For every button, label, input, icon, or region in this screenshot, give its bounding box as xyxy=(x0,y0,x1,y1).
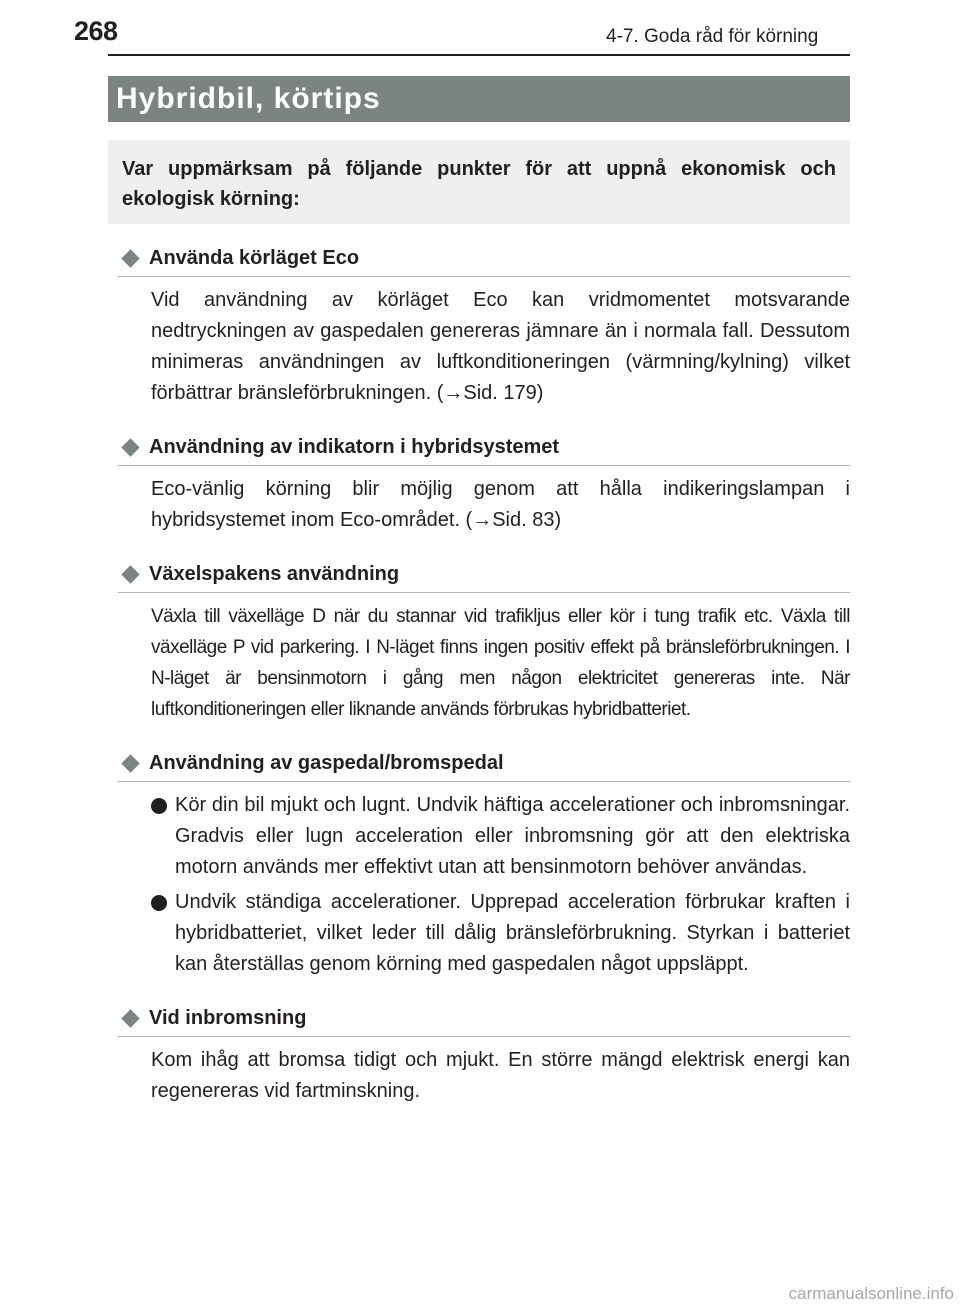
section-heading xyxy=(118,240,850,277)
section-eco-mode xyxy=(118,240,850,409)
section-heading-text: Användning av indikatorn i hybridsystemet xyxy=(149,435,560,458)
section-paragraph: Eco-vänlig körning blir möjlig genom att hålla indikeringslampan i hybridsystemet inom Eco-området. (→Sid. 83) xyxy=(151,478,850,531)
list-item-text: Kör din bil mjukt och lugnt. Undvik häftiga accelerationer och inbromsningar. Gradvis eller lugn acceleration eller inbromsning gör att den elektriska motorn används mer effektivt utan att bensinmotorn behöver användas. xyxy=(175,794,850,878)
bullet-icon xyxy=(151,798,167,814)
section-shift-lever xyxy=(118,556,850,725)
bullet-icon xyxy=(151,895,167,911)
section-paragraph: Vid användning av körläget Eco kan vridmomentet motsvarande nedtryckningen av gaspedalen genereras jämnare än i normala fall. Dessutom minimeras användningen av luftkonditioneringen (värmning/kylning) vilket förbättrar bränsleförbrukningen. (→Sid. 179) xyxy=(151,289,850,404)
section-heading-text: Vid inbromsning xyxy=(149,1006,307,1029)
section-hybrid-indicator xyxy=(118,429,850,536)
section-paragraph: Kom ihåg att bromsa tidigt och mjukt. En större mängd elektrisk energi kan regenereras vid fartminskning. xyxy=(151,1049,850,1102)
list-item-text: Undvik ständiga accelerationer. Upprepad acceleration förbrukar kraften i hybridbatteriet, vilket leder till dålig bränsleförbrukning. Styrkan i batteriet kan återställas genom körning med gaspedalen något uppsläppt. xyxy=(175,891,850,975)
section-heading-text: Användning av gaspedal/bromspedal xyxy=(149,751,504,774)
watermark: carmanualsonline.info xyxy=(788,1284,954,1303)
intro-text: Var uppmärksam på följande punkter för att uppnå ekonomisk och ekologisk körning: xyxy=(122,158,836,210)
section-heading xyxy=(118,745,850,782)
section-heading xyxy=(118,556,850,593)
section-paragraph: Växla till växelläge D när du stannar vid trafikljus eller kör i tung trafik etc. Växla till växelläge P vid parkering. I N-läget finns ingen positiv effekt på bränsleförbrukningen. I N-läget är bensinmotorn i gång men någon elektricitet genereras inte. När luftkonditioneringen eller liknande används förbrukas hybridbatteriet. xyxy=(151,606,850,720)
section-braking xyxy=(118,1000,850,1107)
diamond-icon xyxy=(121,754,139,772)
list-item xyxy=(151,790,850,883)
list-item xyxy=(151,887,850,980)
section-heading xyxy=(118,1000,850,1037)
section-heading-text: Använda körläget Eco xyxy=(149,246,360,269)
section-pedals xyxy=(118,745,850,980)
page-number: 268 xyxy=(74,16,118,46)
content xyxy=(118,240,850,1107)
diamond-icon xyxy=(121,438,139,456)
page-title: Hybridbil, körtips xyxy=(108,76,850,122)
section-heading xyxy=(118,429,850,466)
diamond-icon xyxy=(121,1009,139,1027)
intro-box xyxy=(108,140,850,224)
header-rule xyxy=(108,54,850,56)
diamond-icon xyxy=(121,249,139,267)
running-header: 4-7. Goda råd för körning xyxy=(606,26,819,47)
diamond-icon xyxy=(121,565,139,583)
section-heading-text: Växelspakens användning xyxy=(149,562,400,585)
